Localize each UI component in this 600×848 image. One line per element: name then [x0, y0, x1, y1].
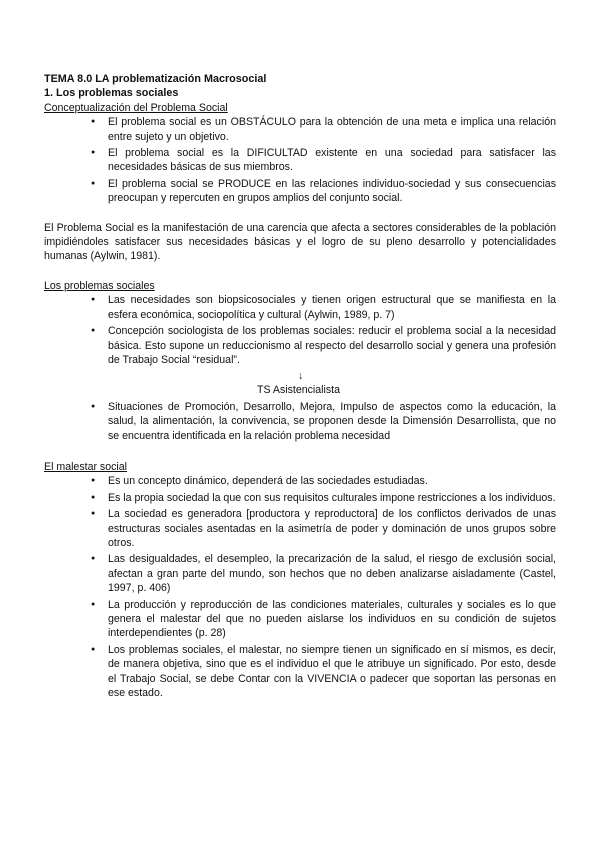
bullet-list-social-problems-after [44, 400, 556, 443]
arrow-label: TS Asistencialista [257, 384, 341, 397]
section-heading-social-problems: Los problemas sociales [44, 279, 155, 292]
section-heading-social-malaise: El malestar social [44, 460, 128, 473]
list-item: ● Situaciones de Promoción, Desarrollo, Mejora, Impulso de aspectos como la educación, la salud, la alimentación, la convivencia, se proponen desde la Dimensión Desarrollista, que no se encuentra identificada en la relación problema necesidad [108, 400, 556, 443]
down-arrow-icon: ↓ [298, 370, 304, 383]
list-item: ● La producción y reproducción de las condiciones materiales, culturales y sociales es lo que genera el malestar del que no pueden aislarse los individuos en su condición de sujetos interdependientes (p. 28) [108, 598, 556, 641]
list-item: ● Las necesidades son biopsicosociales y tienen origen estructural que se manifiesta en la esfera económica, sociopolítica y cultural (Aylwin, 1989, p. 7) [108, 293, 556, 322]
list-item: ● Concepción sociologista de los problemas sociales: reducir el problema social a la necesidad básica. Esto supone un reduccionismo al respecto del desarrollo social y genera una profesión de Trabajo Social “residual”. [108, 324, 556, 367]
definition-paragraph: El Problema Social es la manifestación de una carencia que afecta a sectores considerables de la población impidiéndoles satisfacer sus necesidades básicas y el logro de su pleno desarrollo y potencialidades humanas (Aylwin, 1981). [44, 221, 556, 263]
list-item: ● El problema social se PRODUCE en las relaciones individuo-sociedad y sus consecuencias preocupan y repercuten en grupos amplios del conjunto social. [108, 177, 556, 206]
section-heading-conceptualization: Conceptualización del Problema Social [44, 101, 228, 114]
list-item: ● Es un concepto dinámico, dependerá de las sociedades estudiadas. [108, 474, 556, 488]
list-item: ● Las desigualdades, el desempleo, la precarización de la salud, el riesgo de exclusión social, afectan a gran parte del mundo, son hechos que no deben analizarse aisladamente (Castel, 1997, p. 406) [108, 552, 556, 595]
list-item: ● El problema social es un OBSTÁCULO para la obtención de una meta e implica una relación entre sujeto y un objetivo. [108, 115, 556, 144]
bullet-list-social-problems [44, 293, 556, 367]
list-item: ● El problema social es la DIFICULTAD existente en una sociedad para satisfacer las necesidades básicas de sus miembros. [108, 146, 556, 175]
section-number-title: 1. Los problemas sociales [44, 87, 179, 100]
list-item: ● Es la propia sociedad la que con sus requisitos culturales impone restricciones a los individuos. [108, 491, 556, 505]
list-item: ● Los problemas sociales, el malestar, no siempre tienen un significado en sí mismos, es decir, de manera objetiva, sino que es el individuo el que le atribuye un significado. Por esto, desde el Trabajo Social, se debe Contar con la VIVENCIA o padecer que soportan las personas en ese estado. [108, 643, 556, 701]
list-item: ● La sociedad es generadora [productora y reproductora] de los conflictos derivados de unas estructuras sociales asentadas en la asimetría de poder y dominación de unos grupos sobre otros. [108, 507, 556, 550]
bullet-list-social-malaise [44, 474, 556, 700]
bullet-list-conceptualization [44, 115, 556, 205]
document-title: TEMA 8.0 LA problematización Macrosocial [44, 73, 267, 85]
